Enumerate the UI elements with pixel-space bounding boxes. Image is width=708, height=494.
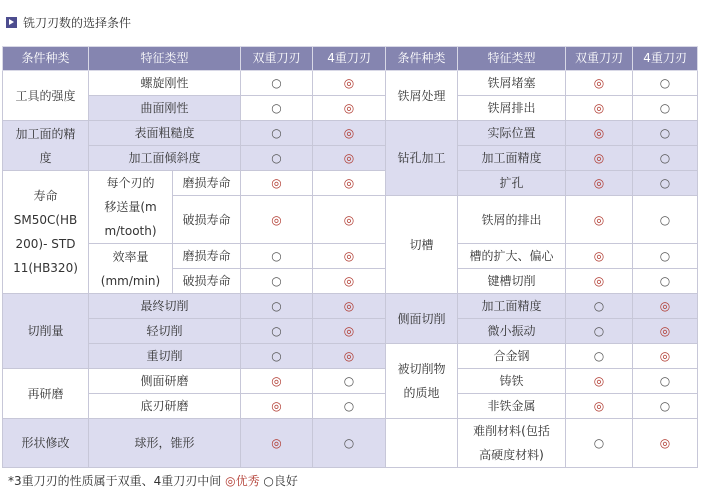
- rating-mark: ◎: [343, 349, 355, 363]
- cond-chip: 铁屑处理: [386, 71, 458, 121]
- feature-cell: 合金钢: [458, 344, 566, 369]
- feature-cell: 铸铁: [458, 369, 566, 394]
- feature-cell: 最终切削: [89, 294, 241, 319]
- selection-table: [2, 46, 698, 468]
- header-quad-right: 4重刀刃: [633, 47, 698, 71]
- rating-mark: ○: [271, 101, 282, 115]
- table-row: [3, 294, 698, 319]
- table-row: [3, 319, 698, 344]
- cond-surface-precision: 加工面的精 度: [3, 121, 89, 171]
- feature-cell: 破损寿命: [173, 269, 241, 294]
- rating-mark: ◎: [593, 126, 605, 140]
- rating-mark: ◎: [343, 101, 355, 115]
- feed-per-tooth: 每个刃的 移送量(m m/tooth): [89, 171, 173, 244]
- rating-mark: ○: [343, 399, 355, 413]
- feature-cell: 表面粗糙度: [89, 121, 241, 146]
- rating-mark: ○: [271, 324, 282, 338]
- header-double-left: 双重刀刃: [241, 47, 313, 71]
- rating-mark: ◎: [271, 374, 282, 388]
- feature-cell: 扩孔: [458, 171, 566, 196]
- footnote: [8, 472, 298, 489]
- rating-mark: ◎: [271, 176, 282, 190]
- cond-material: 被切削物 的质地: [386, 344, 458, 419]
- rating-mark: ◎: [343, 274, 355, 288]
- rating-mark: ◎: [271, 399, 282, 413]
- feature-cell: 实际位置: [458, 121, 566, 146]
- feature-cell: 底刃研磨: [89, 394, 241, 419]
- feature-cell: 曲面刚性: [89, 96, 241, 121]
- rating-mark: ◎: [659, 324, 671, 338]
- table-row: [3, 171, 698, 196]
- rating-mark: ○: [593, 299, 605, 313]
- rating-mark: ○: [271, 76, 282, 90]
- rating-mark: ○: [593, 349, 605, 363]
- rating-mark: ◎: [593, 151, 605, 165]
- cond-tool-strength: 工具的强度: [3, 71, 89, 121]
- rating-mark: ◎: [343, 176, 355, 190]
- feature-cell: 加工面精度: [458, 146, 566, 171]
- cond-side-cut: 侧面切削: [386, 294, 458, 344]
- rating-mark: ○: [659, 76, 671, 90]
- feature-cell: 加工面倾斜度: [89, 146, 241, 171]
- legend-excellent: ◎优秀: [225, 474, 260, 488]
- rating-mark: ◎: [659, 299, 671, 313]
- rating-mark: ○: [271, 249, 282, 263]
- rating-mark: ○: [659, 399, 671, 413]
- feature-cell: 微小振动: [458, 319, 566, 344]
- rating-mark: ○: [659, 374, 671, 388]
- efficiency: 效率量 (mm/min): [89, 244, 173, 294]
- cond-cut-amount: 切削量: [3, 294, 89, 369]
- rating-mark: ◎: [593, 374, 605, 388]
- rating-mark: ◎: [343, 212, 355, 227]
- arrow-bullet-icon: [6, 17, 17, 28]
- rating-mark: ○: [343, 436, 355, 450]
- feature-cell: 加工面精度: [458, 294, 566, 319]
- rating-mark: ◎: [593, 76, 605, 90]
- rating-mark: ○: [659, 101, 671, 115]
- feature-cell: 磨损寿命: [173, 244, 241, 269]
- header-double-right: 双重刀刃: [566, 47, 633, 71]
- feature-cell: 轻切削: [89, 319, 241, 344]
- table-row: [3, 121, 698, 146]
- feature-cell: 槽的扩大、偏心: [458, 244, 566, 269]
- rating-mark: ○: [271, 299, 282, 313]
- rating-mark: ○: [271, 349, 282, 363]
- cond-drilling: 钻孔加工: [386, 121, 458, 196]
- header-cond-right: 条件种类: [386, 47, 458, 71]
- feature-cell: 破损寿命: [173, 196, 241, 244]
- rating-mark: ○: [659, 274, 671, 288]
- rating-mark: ○: [659, 212, 671, 227]
- table-row: [3, 394, 698, 419]
- rating-mark: ◎: [343, 76, 355, 90]
- rating-mark: ○: [593, 324, 605, 338]
- rating-mark: ○: [659, 176, 671, 190]
- feature-cell: 键槽切削: [458, 269, 566, 294]
- header-feature-left: 特征类型: [89, 47, 241, 71]
- rating-mark: ◎: [593, 212, 605, 227]
- rating-mark: ○: [343, 374, 355, 388]
- rating-mark: ○: [271, 151, 282, 165]
- header-cond-left: 条件种类: [3, 47, 89, 71]
- feature-cell: 非铁金属: [458, 394, 566, 419]
- rating-mark: ○: [659, 249, 671, 263]
- rating-mark: ◎: [593, 249, 605, 263]
- header-row: [3, 47, 698, 71]
- rating-mark: ○: [593, 436, 605, 450]
- rating-mark: ○: [271, 126, 282, 140]
- feature-cell: 螺旋刚性: [89, 71, 241, 96]
- table-row: [3, 71, 698, 96]
- rating-mark: ◎: [343, 126, 355, 140]
- cond-shape: 形状修改: [3, 419, 89, 468]
- rating-mark: ◎: [343, 324, 355, 338]
- footnote-text: *3重刀刃的性质属于双重、4重刀刃中间: [8, 474, 222, 488]
- rating-mark: ◎: [593, 176, 605, 190]
- feature-cell: 侧面研磨: [89, 369, 241, 394]
- table-row: [3, 96, 698, 121]
- feature-cell: 铁屑排出: [458, 96, 566, 121]
- feature-cell: 重切削: [89, 344, 241, 369]
- cond-life: 寿命 SM50C(HB 200)- STD 11(HB320): [3, 171, 89, 294]
- quad-cell: [313, 71, 386, 96]
- rating-mark: ○: [659, 151, 671, 165]
- table-row: [3, 244, 698, 269]
- rating-mark: ○: [659, 126, 671, 140]
- table-row: [3, 146, 698, 171]
- page-heading: [6, 14, 131, 30]
- rating-mark: ◎: [271, 212, 282, 227]
- rating-mark: ◎: [343, 151, 355, 165]
- page-title: 铣刀刃数的选择条件: [23, 15, 132, 30]
- feature-cell: 磨损寿命: [173, 171, 241, 196]
- header-quad-left: 4重刀刃: [313, 47, 386, 71]
- cond-grooving: 切槽: [386, 196, 458, 294]
- table-row: [3, 369, 698, 394]
- legend-good: ○良好: [263, 474, 298, 488]
- cond-material-cont: [386, 419, 458, 468]
- header-feature-right: 特征类型: [458, 47, 566, 71]
- rating-mark: ◎: [343, 249, 355, 263]
- rating-mark: ○: [271, 274, 282, 288]
- feature-cell: 难削材料(包括 高硬度材料): [458, 419, 566, 468]
- rating-mark: ◎: [593, 274, 605, 288]
- rating-mark: ◎: [271, 436, 282, 450]
- cond-regrind: 再研磨: [3, 369, 89, 419]
- feature-cell: 铁屑堵塞: [458, 71, 566, 96]
- feature-cell: 铁屑的排出: [458, 196, 566, 244]
- table-row: [3, 344, 698, 369]
- double-cell: [241, 71, 313, 96]
- feature-cell: 球形，锥形: [89, 419, 241, 468]
- rating-mark: ◎: [593, 399, 605, 413]
- rating-mark: ◎: [343, 299, 355, 313]
- rating-mark: ◎: [659, 436, 671, 450]
- rating-mark: ◎: [593, 101, 605, 115]
- rating-mark: ◎: [659, 349, 671, 363]
